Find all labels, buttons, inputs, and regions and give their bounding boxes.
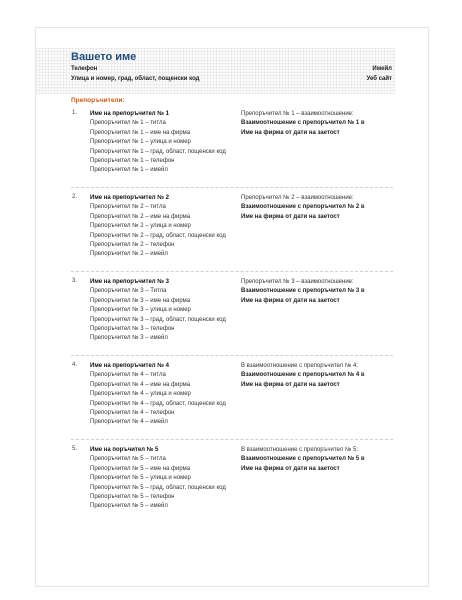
- entry-divider: [71, 271, 393, 272]
- reference-number: 5.: [72, 446, 78, 452]
- reference-title[interactable]: Препоръчител № 5 – титла: [90, 456, 166, 463]
- reference-title[interactable]: Препоръчител № 4 – титла: [90, 372, 166, 379]
- reference-relation[interactable]: Препоръчител № 3 – взаимоотношение:: [241, 279, 354, 285]
- reference-company-dates[interactable]: Име на фирма от дати на заетост: [241, 129, 340, 136]
- reference-street[interactable]: Препоръчител № 3 – улица и номер: [90, 307, 191, 314]
- reference-relation-detail[interactable]: Взаимоотношение с препоръчител № 5 в: [241, 456, 365, 463]
- reference-company[interactable]: Препоръчител № 4 – име на фирма: [90, 381, 191, 388]
- reference-city[interactable]: Препоръчител № 1 – град, област, пощенски код: [90, 148, 226, 155]
- reference-phone[interactable]: Препоръчител № 5 – телефон: [90, 494, 175, 501]
- reference-phone[interactable]: Препоръчител № 4 – телефон: [90, 410, 175, 417]
- reference-company-dates[interactable]: Име на фирма от дати на заетост: [241, 381, 340, 388]
- reference-relation-detail[interactable]: Взаимоотношение с препоръчител № 1 в: [241, 120, 365, 127]
- reference-phone[interactable]: Препоръчител № 2 – телефон: [90, 242, 175, 249]
- reference-company[interactable]: Препоръчител № 3 – име на фирма: [90, 297, 191, 304]
- reference-city[interactable]: Препоръчител № 4 – град, област, пощенски код: [90, 400, 226, 407]
- reference-email[interactable]: Препоръчител № 2 – имейл: [90, 251, 168, 258]
- reference-name[interactable]: Име на препоръчител № 3: [90, 279, 169, 285]
- reference-email[interactable]: Препоръчител № 4 – имейл: [90, 419, 168, 426]
- reference-city[interactable]: Препоръчител № 2 – град, област, пощенски код: [90, 232, 226, 239]
- references-heading[interactable]: Препоръчители:: [71, 97, 125, 104]
- header-address[interactable]: Улица и номер, град, област, пощенски код: [71, 76, 200, 82]
- reference-street[interactable]: Препоръчител № 2 – улица и номер: [90, 223, 191, 230]
- your-name[interactable]: Вашето име: [71, 51, 137, 63]
- reference-company-dates[interactable]: Име на фирма от дати на заетост: [241, 465, 340, 472]
- header-website[interactable]: Уеб сайт: [366, 76, 392, 82]
- header-email[interactable]: Имейл: [372, 66, 392, 72]
- reference-email[interactable]: Препоръчител № 3 – имейл: [90, 335, 168, 342]
- reference-email[interactable]: Препоръчител № 5 – имейл: [90, 503, 168, 510]
- entry-divider: [71, 439, 393, 440]
- reference-title[interactable]: Препоръчител № 1 – титла: [90, 120, 166, 127]
- reference-title[interactable]: Препоръчител № 2 – титла: [90, 204, 166, 211]
- reference-relation[interactable]: Препоръчител № 1 – взаимоотношение:: [241, 111, 354, 117]
- header-phone[interactable]: Телефон: [71, 66, 98, 72]
- reference-relation[interactable]: В взаимоотношение с препоръчител № 4:: [241, 363, 358, 369]
- reference-street[interactable]: Препоръчител № 4 – улица и номер: [90, 391, 191, 398]
- reference-street[interactable]: Препоръчител № 5 – улица и номер: [90, 475, 191, 482]
- reference-city[interactable]: Препоръчител № 3 – град, област, пощенски код: [90, 316, 226, 323]
- entry-divider: [71, 187, 393, 188]
- reference-number: 2.: [72, 194, 78, 200]
- reference-name[interactable]: Име на препоръчител № 2: [90, 195, 169, 201]
- reference-company[interactable]: Препоръчител № 5 – име на фирма: [90, 465, 191, 472]
- reference-phone[interactable]: Препоръчител № 3 – телефон: [90, 326, 175, 333]
- reference-number: 3.: [72, 278, 78, 284]
- reference-name[interactable]: Име на препоръчител № 1: [90, 111, 169, 117]
- reference-phone[interactable]: Препоръчител № 1 – телефон: [90, 158, 175, 165]
- reference-relation[interactable]: В взаимоотношение с препоръчител № 5:: [241, 447, 358, 453]
- entry-divider: [71, 355, 393, 356]
- reference-company[interactable]: Препоръчител № 2 – име на фирма: [90, 213, 191, 220]
- reference-relation[interactable]: Препоръчител № 2 – взаимоотношение:: [241, 195, 354, 201]
- reference-street[interactable]: Препоръчител № 1 – улица и номер: [90, 139, 191, 146]
- reference-email[interactable]: Препоръчител № 1 – имейл: [90, 167, 168, 174]
- reference-company-dates[interactable]: Име на фирма от дати на заетост: [241, 297, 340, 304]
- reference-name[interactable]: Име на препоръчител № 4: [90, 363, 169, 369]
- reference-relation-detail[interactable]: Взаимоотношение с препоръчител № 4 в: [241, 372, 365, 379]
- reference-number: 4.: [72, 362, 78, 368]
- reference-city[interactable]: Препоръчител № 5 – град, област, пощенски код: [90, 484, 226, 491]
- reference-relation-detail[interactable]: Взаимоотношение с препоръчител № 2 в: [241, 204, 365, 211]
- reference-company-dates[interactable]: Име на фирма от дати на заетост: [241, 213, 340, 220]
- reference-company[interactable]: Препоръчител № 1 – име на фирма: [90, 129, 191, 136]
- reference-title[interactable]: Препоръчител № 3 – Титла: [90, 288, 167, 295]
- reference-name[interactable]: Име на поръчител № 5: [90, 447, 159, 453]
- reference-number: 1.: [72, 110, 78, 116]
- reference-relation-detail[interactable]: Взаимоотношение с препоръчител № 3 в: [241, 288, 365, 295]
